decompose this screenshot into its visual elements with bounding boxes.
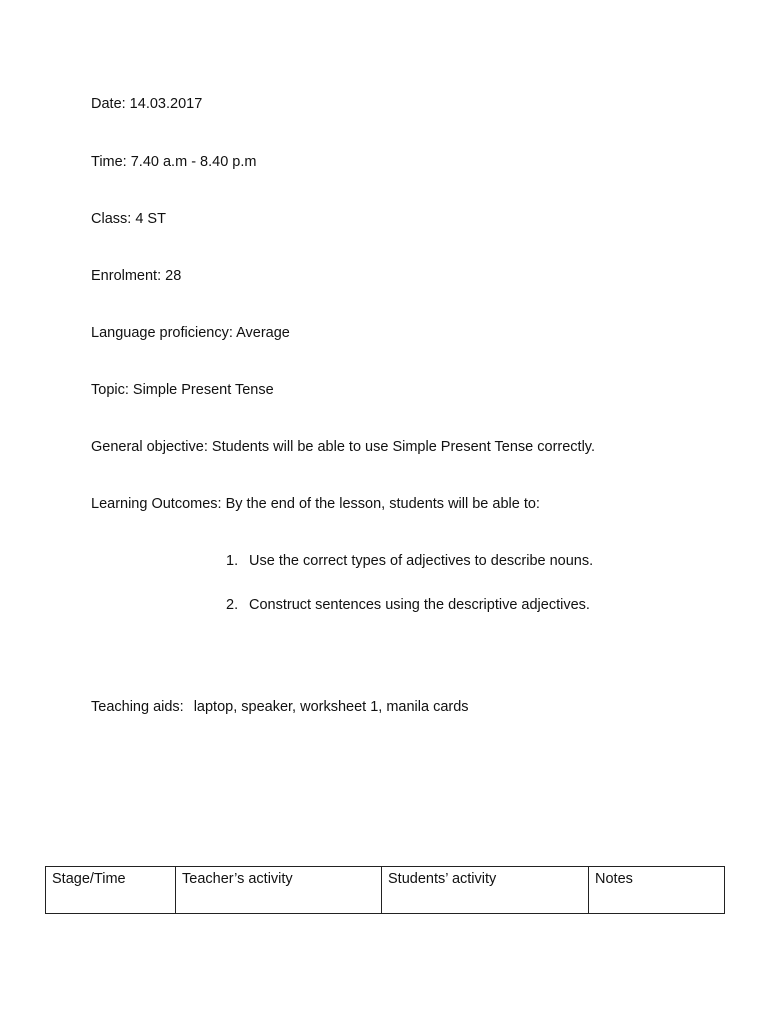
column-header-stage-time: Stage/Time <box>46 867 176 914</box>
column-header-notes: Notes <box>589 867 725 914</box>
date-line: Date: 14.03.2017 <box>91 96 203 112</box>
outcome-number: 2. <box>226 597 239 613</box>
table-header-row <box>46 867 725 914</box>
language-proficiency-line: Language proficiency: Average <box>91 325 290 341</box>
enrolment-line: Enrolment: 28 <box>91 268 182 284</box>
lesson-plan-table <box>45 866 725 914</box>
outcome-text: Use the correct types of adjectives to describe nouns. <box>249 553 594 569</box>
time-line: Time: 7.40 a.m - 8.40 p.m <box>91 154 257 170</box>
teaching-aids-label: Teaching aids: <box>91 699 184 715</box>
outcome-item-1 <box>226 552 593 570</box>
teaching-aids-line <box>91 698 469 716</box>
teaching-aids-value: laptop, speaker, worksheet 1, manila cards <box>193 699 469 715</box>
topic-line: Topic: Simple Present Tense <box>91 382 274 398</box>
class-line: Class: 4 ST <box>91 211 166 227</box>
learning-outcomes-line: Learning Outcomes: By the end of the lesson, students will be able to: <box>91 496 540 512</box>
column-header-students-activity: Students’ activity <box>382 867 589 914</box>
outcome-text: Construct sentences using the descriptive adjectives. <box>249 597 590 613</box>
general-objective-line: General objective: Students will be able to use Simple Present Tense correctly. <box>91 439 596 455</box>
column-header-teacher-activity: Teacher’s activity <box>176 867 382 914</box>
outcome-number: 1. <box>226 553 239 569</box>
outcome-item-2 <box>226 596 590 614</box>
